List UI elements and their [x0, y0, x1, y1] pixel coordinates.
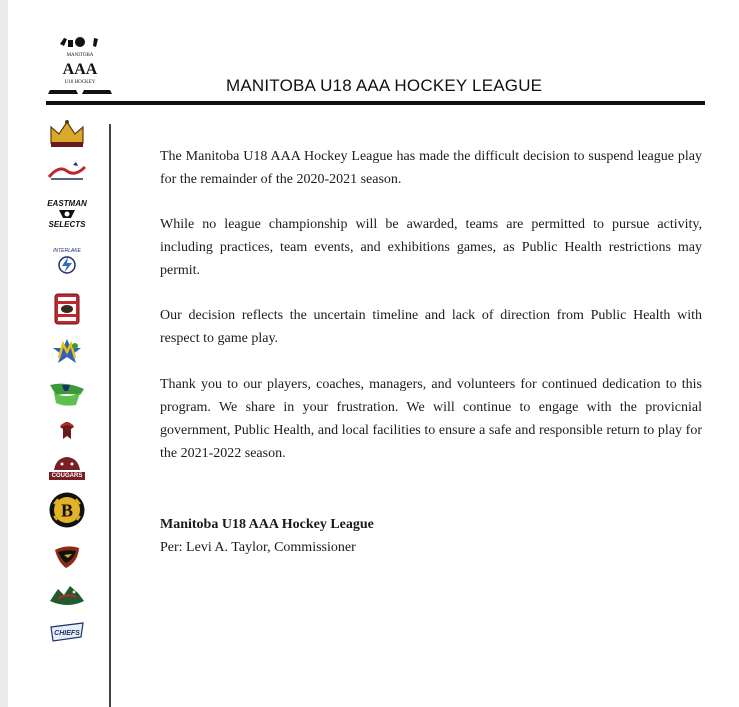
chiefs-text: CHIEFS — [54, 630, 80, 637]
team-logo-spartan — [44, 418, 90, 442]
letter-paragraph: Our decision reflects the uncertain timeline and lack of direction from Public Health with respect to game play. — [160, 308, 702, 346]
vertical-divider — [109, 124, 111, 707]
team-logo-interlake — [44, 246, 90, 276]
interlake-text: INTERLAKE — [53, 247, 81, 254]
team-logo-rangers — [44, 378, 90, 410]
team-logo-bisons — [44, 292, 90, 326]
cougars-text: COUGARS — [49, 472, 86, 480]
chiefs-icon — [49, 621, 85, 643]
eastman-selects-icon — [57, 208, 77, 220]
svg-text:B: B — [60, 500, 74, 521]
signature-signer: Per: Levi A. Taylor, Commissioner — [160, 540, 356, 555]
letter-paragraph: While no league championship will be awarded, teams are permitted to pursue activity, including practices, team events, and exhibitions games, as Public Health restrictions may permit. — [160, 217, 702, 278]
star-m-icon — [50, 338, 84, 364]
crown-icon — [48, 119, 86, 149]
page-title: MANITOBA U18 AAA HOCKEY LEAGUE — [226, 76, 543, 95]
team-logo-cougars — [44, 452, 90, 482]
selects-text: SELECTS — [48, 220, 86, 229]
spartan-helmet-icon — [57, 419, 77, 441]
letter-paragraph: The Manitoba U18 AAA Hockey League has made the difficult decision to suspend league play for the remainder of the 2020-2021 season. — [160, 149, 702, 187]
bruins-b-icon — [48, 491, 86, 529]
team-logo-capitals — [44, 160, 90, 184]
signature-block — [160, 513, 374, 559]
header-divider — [46, 101, 705, 105]
capitals-icon — [45, 161, 89, 183]
team-logo-stars — [44, 336, 90, 366]
team-logo-bruins — [44, 490, 90, 530]
wild-icon — [48, 583, 86, 609]
league-logo — [46, 34, 114, 100]
team-logo-thrashers — [44, 540, 90, 572]
team-logo-chiefs — [44, 620, 90, 644]
league-logo-monogram: AAA — [62, 61, 98, 78]
eastman-text: EASTMAN — [47, 199, 87, 208]
team-logo-eastman-selects — [44, 194, 90, 234]
team-logos-column — [44, 112, 90, 652]
rangers-icon — [46, 379, 88, 409]
bison-badge-icon — [54, 293, 80, 325]
team-logo-wild — [44, 582, 90, 610]
league-logo-figures-icon — [60, 37, 98, 47]
hockey-sticks-icon — [48, 90, 112, 94]
bird-icon — [52, 542, 82, 570]
team-logo-crown — [44, 118, 90, 150]
letter-paragraph: Thank you to our players, coaches, managers, and volunteers for continued dedication to this program. We share in your frustration. We will continue to engage with the provicnial government, Public Health, and local facilities to ensure a safe and responsible return to play for the 2021-2022 season. — [160, 377, 702, 461]
page-edge — [0, 0, 8, 707]
league-logo-bottom-text: U18 HOCKEY — [64, 80, 96, 85]
league-logo-top-text: MANITOBA — [66, 53, 94, 58]
lightning-icon — [54, 255, 80, 275]
signature-organization: Manitoba U18 AAA Hockey League — [160, 517, 374, 532]
cougar-icon — [48, 454, 86, 472]
